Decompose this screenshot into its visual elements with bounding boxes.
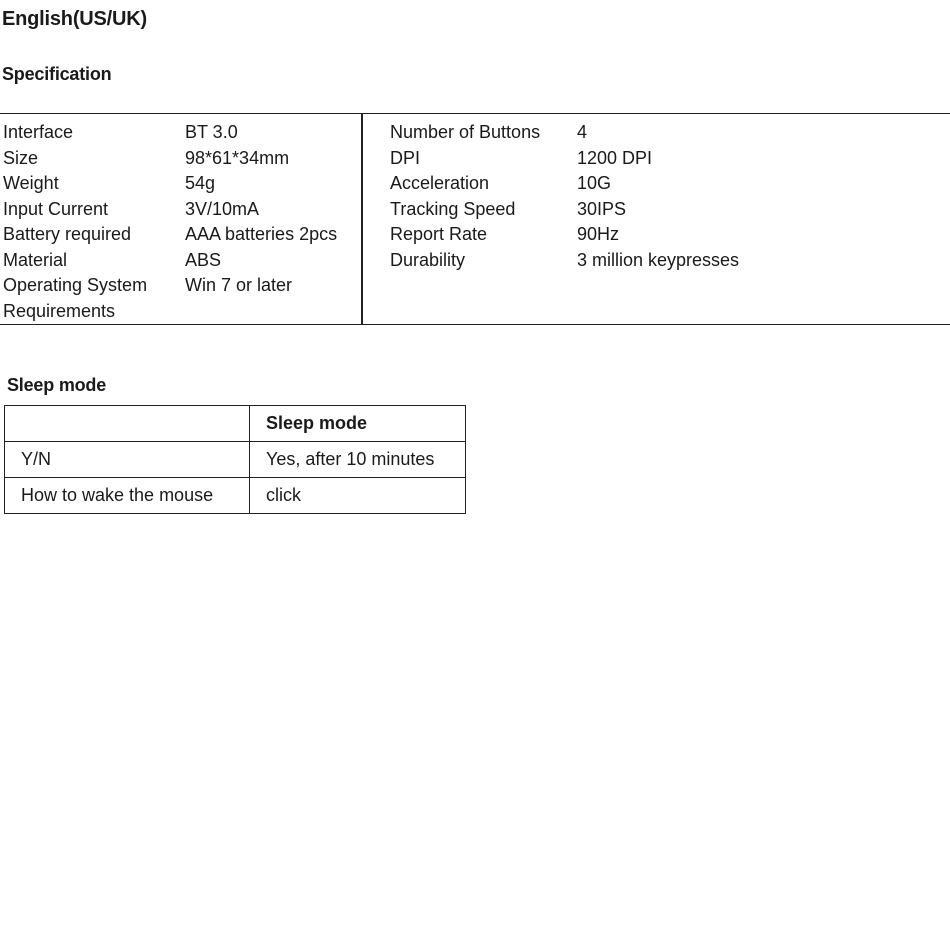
spec-value: 1200 DPI <box>577 147 653 168</box>
table-header-row <box>5 406 466 442</box>
spec-value: BT 3.0 <box>185 122 238 142</box>
table-cell: Y/N <box>5 442 250 478</box>
sleep-mode-heading: Sleep mode <box>7 375 107 395</box>
spec-value: 30IPS <box>577 198 627 219</box>
spec-label: DPI <box>390 147 421 168</box>
page-title: English(US/UK) <box>2 8 147 30</box>
table-header-cell: Sleep mode <box>250 406 466 442</box>
table-cell: Yes, after 10 minutes <box>250 442 466 478</box>
spec-value: 54g <box>185 173 216 193</box>
specification-heading: Specification <box>2 64 112 84</box>
spec-label: Acceleration <box>390 173 490 193</box>
spec-label: Tracking Speed <box>390 198 516 219</box>
table-header-cell <box>5 406 250 442</box>
spec-label: Durability <box>390 249 466 270</box>
table-cell: click <box>250 478 466 514</box>
spec-label: Weight <box>3 173 59 193</box>
spec-value: ABS <box>185 249 222 270</box>
spec-label: Report Rate <box>390 224 488 244</box>
spec-label: Input Current <box>3 198 109 219</box>
spec-value: 3V/10mA <box>185 198 260 219</box>
table-row <box>5 442 466 478</box>
spec-label: Size <box>3 147 39 168</box>
spec-label: Number of Buttons <box>390 122 541 142</box>
sleep-mode-table <box>4 405 466 514</box>
spec-value: Win 7 or later <box>185 275 293 295</box>
spec-label: Operating System <box>3 275 148 295</box>
table-cell: How to wake the mouse <box>5 478 250 514</box>
spec-value: 98*61*34mm <box>185 147 290 168</box>
table-row <box>5 478 466 514</box>
spec-value: 10G <box>577 173 612 193</box>
spec-value: 90Hz <box>577 224 620 244</box>
spec-value: 4 <box>577 122 588 142</box>
spec-label: Requirements <box>3 300 116 321</box>
spec-label: Battery required <box>3 224 132 244</box>
column-divider <box>361 114 363 324</box>
specification-table <box>0 113 950 325</box>
spec-value: 3 million keypresses <box>577 249 740 270</box>
spec-value: AAA batteries 2pcs <box>185 224 338 244</box>
spec-label: Material <box>3 249 68 270</box>
spec-label: Interface <box>3 122 74 142</box>
